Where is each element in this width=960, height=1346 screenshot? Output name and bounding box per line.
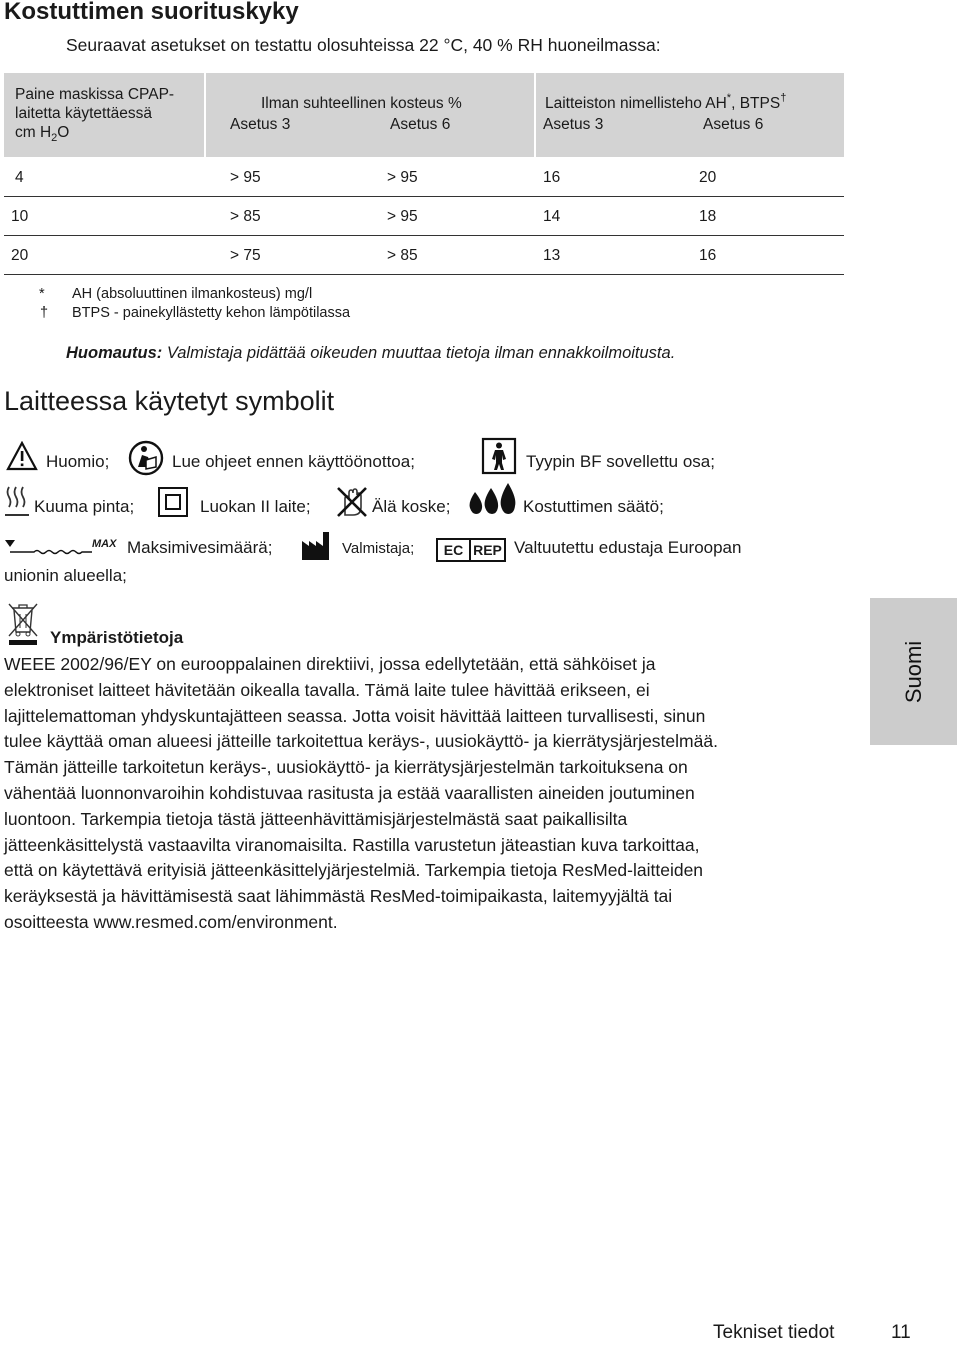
page-subtitle: Seuraavat asetukset on testattu olosuhteissa 22 °C, 40 % RH huoneilmassa: — [66, 35, 661, 55]
header-line: Paine maskissa CPAP- — [15, 86, 175, 103]
environment-heading: Ympäristötietoja — [50, 628, 184, 647]
paragraph-line: tulee käyttää oman alueesi jätteille tarkoitettua keräys-, uusiokäyttö- ja kierrätysjärjestelmää. — [4, 731, 718, 752]
humidity-setting6-header: Asetus 6 — [390, 116, 451, 133]
header-line: laitetta käytettäessä — [15, 105, 152, 122]
symbol-label-valtuutettu: Valtuutettu edustaja Euroopan — [514, 538, 742, 557]
header-line: cm $H_2O$ — [15, 124, 70, 144]
max-water-level-icon — [4, 538, 94, 556]
symbol-label-maks: Maksimivesimäärä; — [127, 538, 273, 557]
type-bf-applied-part-icon — [481, 437, 517, 475]
output-setting6-header: Asetus 6 — [703, 116, 764, 133]
symbol-label-ala: Älä koske; — [372, 497, 451, 516]
paragraph-line: jätteenkäsittelystä vastaavilta viranomaisilta. Rastilla varustetun jäteastian kuva tarkoittaa, — [4, 834, 700, 855]
page-title: Kostuttimen suorituskyky — [4, 0, 299, 25]
symbol-label-kuuma: Kuuma pinta; — [34, 497, 135, 516]
table-row — [4, 158, 844, 197]
column-divider — [534, 73, 536, 157]
read-manual-icon — [128, 440, 164, 476]
symbol-label-luokka: Luokan II laite; — [200, 497, 311, 516]
table-cell: 16 — [699, 247, 717, 264]
disclaimer-note — [66, 344, 675, 363]
manufacturer-icon — [301, 529, 335, 561]
page-number: 11 — [891, 1322, 911, 1343]
symbol-label-kostutin: Kostuttimen säätö; — [523, 497, 664, 516]
environment-paragraph — [4, 652, 854, 936]
language-side-tab — [870, 598, 957, 745]
symbol-label-tyyppi: Tyypin BF sovellettu osa; — [526, 452, 715, 471]
footnote-mark: † — [40, 305, 49, 321]
output-setting3-header: Asetus 3 — [543, 116, 604, 133]
footnote-text: AH (absoluuttinen ilmankosteus) mg/l — [72, 286, 313, 302]
output-group-header: Laitteiston nimellisteho AH*, BTPS† — [545, 92, 787, 112]
paragraph-line: osoitteesta www.resmed.com/environment. — [4, 911, 338, 932]
footnote-mark: * — [39, 286, 45, 302]
paragraph-line: vähentää luonnonvaroihin kohdistuvaa rasitusta ja estää vaarallisten aineiden joutuminen — [4, 782, 695, 803]
max-mark: MAX — [92, 538, 117, 550]
language-side-tab-label: Suomi — [900, 640, 926, 703]
table-cell: > 95 — [387, 169, 418, 186]
warning-triangle-icon — [6, 441, 38, 471]
footnote-text: BTPS - painekyllästetty kehon lämpötilassa — [72, 305, 351, 321]
ec-rep-icon — [436, 538, 506, 562]
humidity-group-header: Ilman suhteellinen kosteus % — [261, 95, 462, 112]
humidifier-control-icon — [466, 482, 518, 516]
hot-surface-icon — [4, 485, 30, 519]
class-ii-device-icon — [157, 486, 189, 518]
humidity-setting3-header: Asetus 3 — [230, 116, 291, 133]
paragraph-line: keräyksestä ja hävittämisestä saat lähimmästä ResMed-toimipaikasta, laitemyyjältä tai — [4, 886, 673, 907]
table-cell: 4 — [15, 169, 24, 186]
paragraph-line: luontoon. Tarkempia tietoja tästä jätteenhävittämisjärjestelmästä saat paikallisilta — [4, 808, 628, 829]
ec-label: EC — [438, 540, 469, 560]
table-cell: 13 — [543, 247, 561, 264]
pressure-column-header — [15, 85, 174, 144]
table-cell: > 85 — [230, 208, 261, 225]
symbol-label-huomio: Huomio; — [46, 452, 110, 471]
table-cell: 14 — [543, 208, 561, 225]
note-label: Huomautus: — [66, 344, 163, 362]
symbol-label-unionin: unionin alueella; — [4, 566, 127, 585]
table-cell: 16 — [543, 169, 561, 186]
table-cell: 20 — [11, 247, 29, 264]
table-cell: 10 — [11, 208, 29, 225]
table-cell: 18 — [699, 208, 717, 225]
table-cell: 20 — [699, 169, 717, 186]
table-cell: > 75 — [230, 247, 261, 264]
table-header — [4, 73, 844, 157]
symbol-label-lue: Lue ohjeet ennen käyttöönottoa; — [172, 452, 415, 471]
table-cell: > 85 — [387, 247, 418, 264]
symbols-heading: Laitteessa käytetyt symbolit — [4, 386, 335, 416]
paragraph-line: elektroniset laitteet hävitetään oikealla tavalla. Tämä laite tulee hävittää erikseen, ei — [4, 679, 650, 700]
table-cell: > 95 — [230, 169, 261, 186]
symbol-label-valmistaja: Valmistaja; — [342, 540, 415, 557]
paragraph-line: Tämän jätteille tarkoitetun keräys-, uusiokäyttö- ja kierrätysjärjestelmän tarkoituksena on — [4, 757, 688, 778]
table-cell: > 95 — [387, 208, 418, 225]
table-row — [4, 236, 844, 275]
rep-label: REP — [473, 542, 502, 558]
weee-crossed-bin-icon — [6, 602, 40, 646]
paragraph-line: WEEE 2002/96/EY on eurooppalainen direktiivi, jossa edellytetään, että sähköiset ja — [4, 654, 656, 674]
table-row — [4, 197, 844, 236]
paragraph-line: lajittelemattoman yhdyskuntajätteen seassa. Jotta voisit hävittää laitteen turvallisesti, sinun — [4, 705, 706, 726]
paragraph-line: että on käytettävä erityisiä jätteenkäsittelyjärjestelmiä. Tarkempia tietoja ResMed-laitteiden — [4, 860, 704, 881]
note-text: Valmistaja pidättää oikeuden muuttaa tietoja ilman ennakkoilmoitusta. — [166, 344, 676, 362]
column-divider — [204, 73, 206, 157]
footer-section-label: Tekniset tiedot — [713, 1322, 835, 1343]
do-not-touch-icon — [335, 485, 369, 519]
